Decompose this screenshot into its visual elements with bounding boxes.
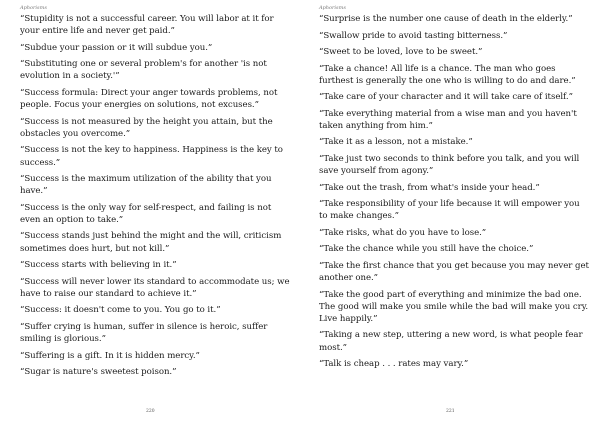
quote: “Take everything material from a wise man and you haven't taken anything from him.” bbox=[319, 108, 577, 131]
quote: “Take out the trash, from what's inside your head.” bbox=[319, 182, 540, 193]
right-page bbox=[300, 0, 600, 424]
quote: “Swallow pride to avoid tasting bitterness.” bbox=[319, 30, 508, 41]
quote: “Success stands just behind the might and the will, criticism sometimes does hurt, but not kill.” bbox=[20, 231, 282, 254]
quote: “Success is not the key to happiness. Happiness is the key to success.” bbox=[20, 145, 283, 168]
quote: “Take risks, what do you have to lose.” bbox=[319, 227, 487, 238]
quote: “Take it as a lesson, not a mistake.” bbox=[319, 137, 473, 148]
quote: “Success starts with believing in it.” bbox=[20, 260, 177, 271]
quote: “Take responsibility of your life because it will empower you to make changes.” bbox=[319, 199, 580, 222]
quote: “Take care of your character and it will take care of itself.” bbox=[319, 92, 573, 103]
quote: “Success is the only way for self-respect, and failing is not even an option to take.” bbox=[20, 202, 272, 225]
quote: “Success is not measured by the height you attain, but the obstacles you overcome.” bbox=[20, 116, 273, 139]
quote: “Stupidity is not a successful career. You will labor at it for your entire life and never get paid.” bbox=[20, 14, 274, 37]
running-head: Aphorisms bbox=[20, 5, 47, 11]
page-number: 220 bbox=[146, 409, 155, 414]
running-head: Aphorisms bbox=[319, 5, 346, 11]
quote: “Take the chance while you still have the choice.” bbox=[319, 244, 534, 255]
quote-list bbox=[319, 13, 589, 375]
quote: “Sweet to be loved, love to be sweet.” bbox=[319, 47, 483, 57]
quote: “Substituting one or several problem's for another 'is not evolution in a society.'” bbox=[20, 59, 267, 82]
quote: “Suffering is a gift. In it is hidden mercy.” bbox=[20, 350, 200, 361]
quote: “Success is the maximum utilization of the ability that you have.” bbox=[20, 174, 272, 197]
quote: “Sugar is nature's sweetest poison.” bbox=[20, 367, 177, 378]
quote: “Success: it doesn't come to you. You go to it.” bbox=[20, 305, 221, 316]
quote: “Suffer crying is human, suffer in silence is heroic, suffer smiling is glorious.” bbox=[20, 321, 268, 345]
quote: “Success will never lower its standard to accommodate us; we have to raise our standard to achieve it.” bbox=[20, 276, 290, 299]
quote: “Surprise is the number one cause of death in the elderly.” bbox=[319, 14, 573, 24]
quote: “Take the good part of everything and minimize the bad one. The good will make you smile while the bad will make you cry. Live happily.” bbox=[319, 289, 589, 324]
quote: “Take a chance! All life is a chance. The man who goes furthest is generally the one who is willing to do and dare.” bbox=[319, 63, 576, 86]
quote: “Success formula: Direct your anger towards problems, not people. Focus your energies on solutions, not excuses.” bbox=[20, 87, 278, 111]
quote: “Talk is cheap . . . rates may vary.” bbox=[319, 359, 469, 370]
quote: “Take the first chance that you get because you may never get another one.” bbox=[319, 260, 589, 284]
quote: “Take just two seconds to think before you talk, and you will save yourself from agony.” bbox=[319, 153, 580, 177]
quote: “Taking a new step, uttering a new word, is what people fear most.” bbox=[319, 330, 583, 353]
quote: “Subdue your passion or it will subdue you.” bbox=[20, 42, 213, 53]
page-number: 221 bbox=[446, 409, 455, 414]
quote-list bbox=[20, 13, 290, 383]
